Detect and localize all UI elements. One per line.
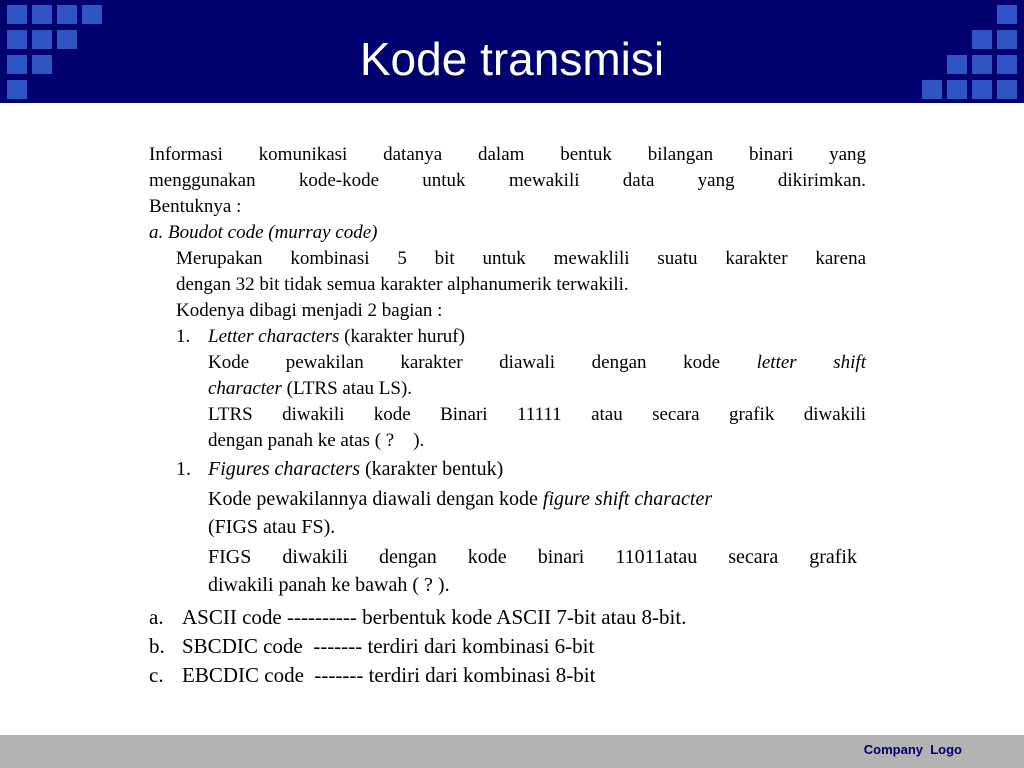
baudot-desc-line-1: Merupakan kombinasi 5 bit untuk mewaklili suatu karakter karena <box>176 248 866 269</box>
baudot-desc-line-2: dengan 32 bit tidak semua karakter alphanumerik terwakili. <box>176 274 629 295</box>
figures-para2-line-1: FIGS diwakili dengan kode binari 11011atau secara grafik <box>208 546 857 568</box>
letter-heading <box>208 324 465 350</box>
letter-para1-line2-italic: character <box>208 378 282 399</box>
figures-para2-line-2: diwakili panah ke bawah ( ? ). <box>208 574 450 596</box>
letter-para1-line-2 <box>208 376 412 402</box>
letter-para1-line-1 <box>208 350 866 376</box>
letter-para1-line2-text: (LTRS atau LS). <box>281 378 413 399</box>
code-item-ebcdic <box>149 661 595 689</box>
intro-line-3: Bentuknya : <box>149 196 242 217</box>
letter-para1-text: Kode pewakilan karakter diawali dengan kode <box>208 352 757 373</box>
code-item-ascii <box>149 603 686 631</box>
letter-para2-line-1: LTRS diwakili kode Binari 11111 atau secara grafik diwakili <box>208 404 866 425</box>
letter-heading-italic: Letter characters <box>208 326 340 347</box>
figures-number: 1. <box>176 458 191 480</box>
company-logo: Company Logo <box>863 742 962 757</box>
code-item-text: ASCII code ---------- berbentuk kode ASCII 7-bit atau 8-bit. <box>182 605 687 629</box>
figures-heading-italic: Figures characters <box>208 458 361 480</box>
code-item-sbcdic <box>149 632 594 660</box>
figures-para1-line-2: (FIGS atau FS). <box>208 516 336 538</box>
figures-para1-line-1 <box>208 486 712 512</box>
baudot-desc-line-3: Kodenya dibagi menjadi 2 bagian : <box>176 300 443 321</box>
figures-heading <box>208 456 503 482</box>
code-item-marker: c. <box>149 663 164 687</box>
letter-heading-rest: (karakter huruf) <box>339 326 465 347</box>
baudot-heading: a. Boudot code (murray code) <box>149 222 378 243</box>
intro-line-1: Informasi komunikasi datanya dalam bentuk bilangan binari yang <box>149 144 866 165</box>
letter-para1-italic: letter shift <box>756 352 866 373</box>
figures-heading-rest: (karakter bentuk) <box>360 458 504 480</box>
slide-title: Kode transmisi <box>359 33 665 85</box>
code-item-text: SBCDIC code ------- terdiri dari kombinasi 6-bit <box>182 634 595 658</box>
letter-number: 1. <box>176 326 191 347</box>
code-item-marker: b. <box>149 634 165 658</box>
code-item-text: EBCDIC code ------- terdiri dari kombinasi 8-bit <box>182 663 596 687</box>
figures-para1-italic: figure shift character <box>542 488 713 510</box>
letter-para2-line-2: dengan panah ke atas ( ? ). <box>208 430 425 451</box>
figures-para1-text: Kode pewakilannya diawali dengan kode <box>208 488 543 510</box>
intro-line-2: menggunakan kode-kode untuk mewakili data yang dikirimkan. <box>149 170 866 191</box>
code-item-marker: a. <box>149 605 164 629</box>
